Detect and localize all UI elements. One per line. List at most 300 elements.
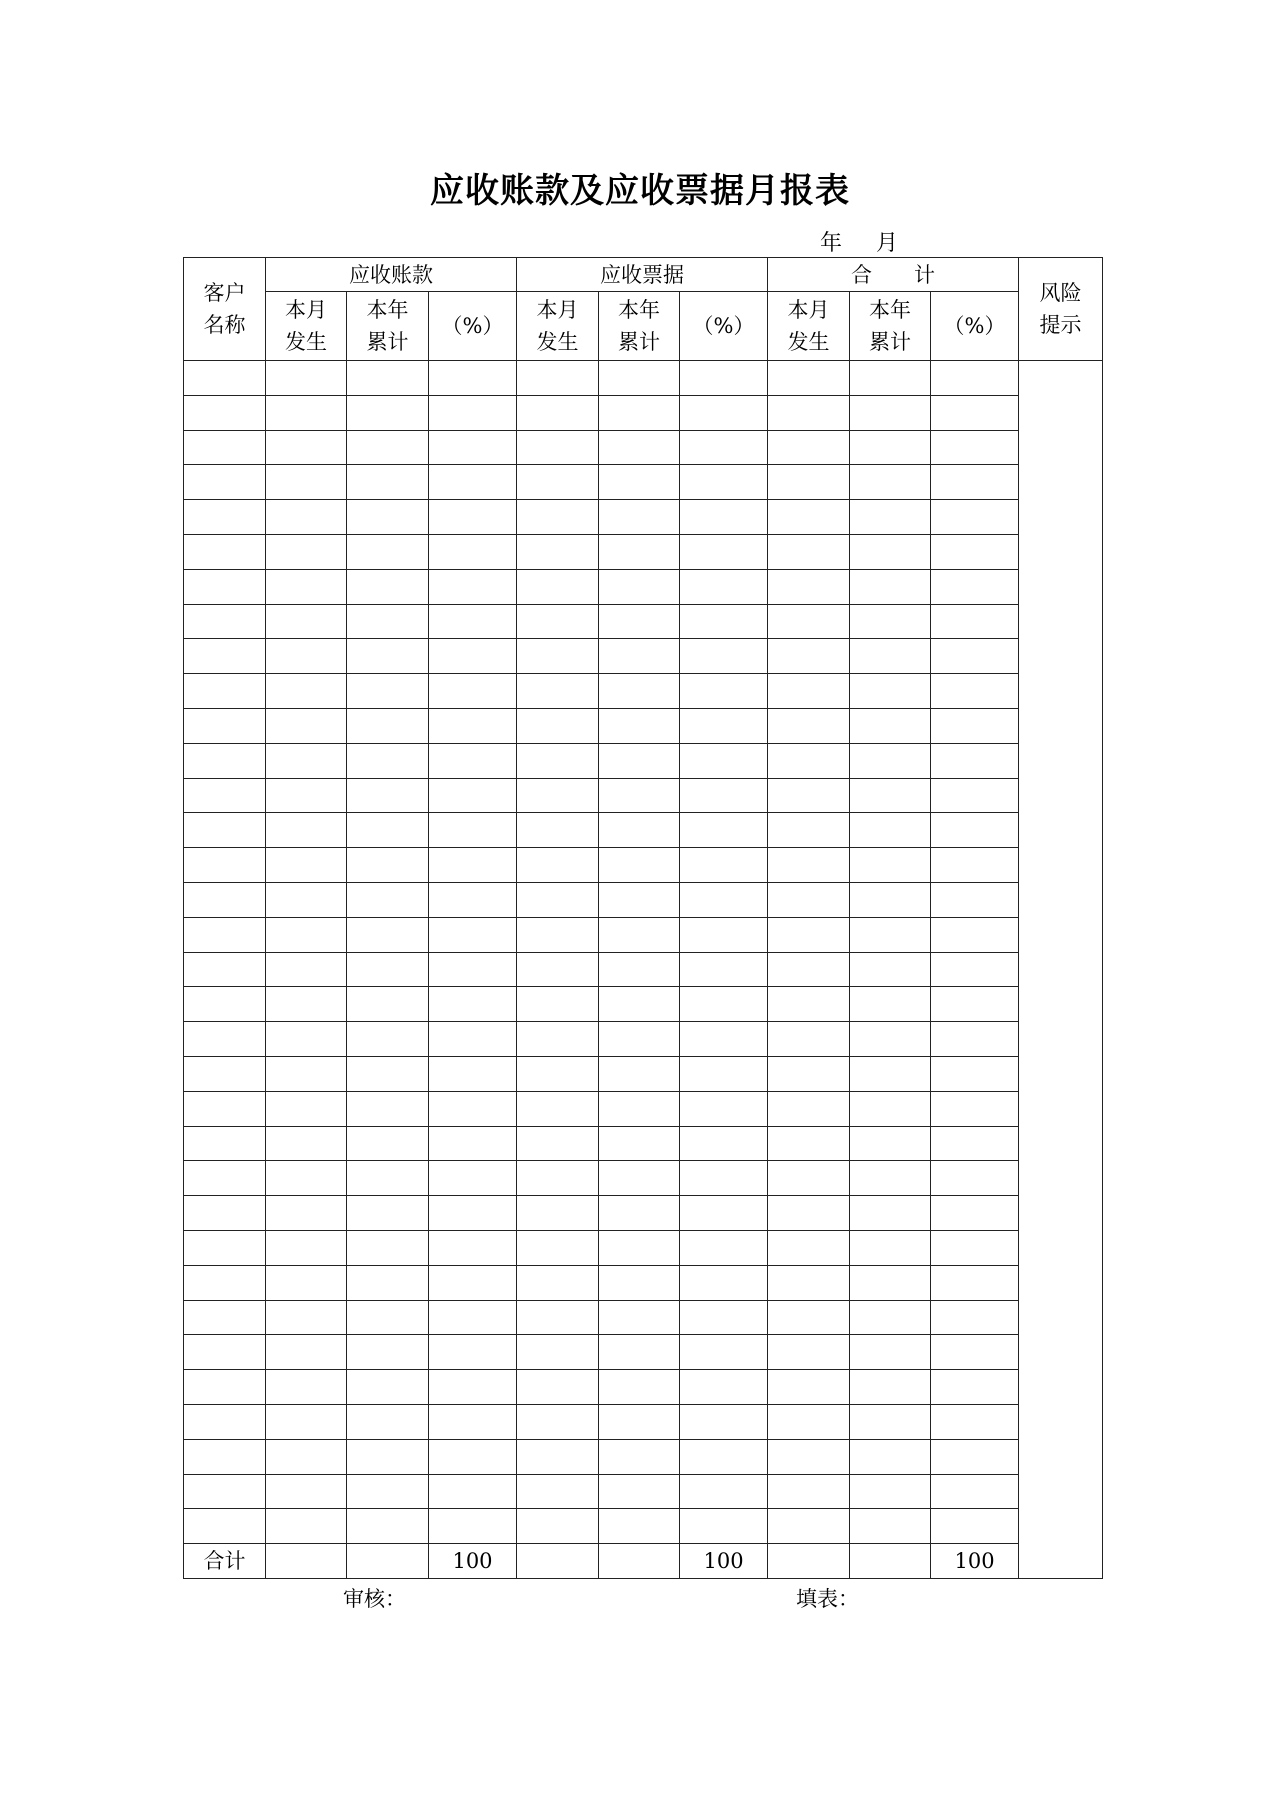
data-cell[interactable] (517, 952, 599, 987)
data-cell[interactable] (768, 1300, 850, 1335)
customer-cell[interactable] (184, 952, 266, 987)
data-cell[interactable] (266, 500, 347, 535)
data-cell[interactable] (599, 500, 680, 535)
data-cell[interactable] (680, 813, 768, 848)
customer-cell[interactable] (184, 1335, 266, 1370)
data-cell[interactable] (266, 1091, 347, 1126)
data-cell[interactable] (680, 848, 768, 883)
data-cell[interactable] (599, 1196, 680, 1231)
data-cell[interactable] (599, 1091, 680, 1126)
total-value-cell[interactable]: 100 (680, 1544, 768, 1579)
data-cell[interactable] (517, 1091, 599, 1126)
data-cell[interactable] (347, 848, 429, 883)
data-cell[interactable] (599, 674, 680, 709)
customer-cell[interactable] (184, 917, 266, 952)
data-cell[interactable] (266, 917, 347, 952)
data-cell[interactable] (429, 534, 517, 569)
data-cell[interactable] (517, 1509, 599, 1544)
data-cell[interactable] (931, 848, 1019, 883)
data-cell[interactable] (599, 395, 680, 430)
data-cell[interactable] (850, 1265, 931, 1300)
data-cell[interactable] (599, 430, 680, 465)
customer-cell[interactable] (184, 1439, 266, 1474)
data-cell[interactable] (347, 1509, 429, 1544)
data-cell[interactable] (517, 1300, 599, 1335)
data-cell[interactable] (599, 1474, 680, 1509)
data-cell[interactable] (680, 987, 768, 1022)
data-cell[interactable] (850, 604, 931, 639)
data-cell[interactable] (429, 1370, 517, 1405)
data-cell[interactable] (931, 1022, 1019, 1057)
data-cell[interactable] (850, 813, 931, 848)
data-cell[interactable] (347, 639, 429, 674)
data-cell[interactable] (429, 1474, 517, 1509)
data-cell[interactable] (517, 1022, 599, 1057)
data-cell[interactable] (931, 1230, 1019, 1265)
data-cell[interactable] (931, 1300, 1019, 1335)
data-cell[interactable] (429, 465, 517, 500)
data-cell[interactable] (850, 743, 931, 778)
data-cell[interactable] (599, 1370, 680, 1405)
data-cell[interactable] (266, 430, 347, 465)
total-value-cell[interactable] (266, 1544, 347, 1579)
data-cell[interactable] (429, 1091, 517, 1126)
data-cell[interactable] (850, 465, 931, 500)
data-cell[interactable] (768, 534, 850, 569)
data-cell[interactable] (599, 1335, 680, 1370)
data-cell[interactable] (347, 1370, 429, 1405)
data-cell[interactable] (517, 1474, 599, 1509)
data-cell[interactable] (599, 1022, 680, 1057)
data-cell[interactable] (680, 952, 768, 987)
data-cell[interactable] (347, 1265, 429, 1300)
data-cell[interactable] (347, 1474, 429, 1509)
data-cell[interactable] (347, 674, 429, 709)
customer-cell[interactable] (184, 1300, 266, 1335)
data-cell[interactable] (517, 639, 599, 674)
data-cell[interactable] (850, 569, 931, 604)
data-cell[interactable] (599, 1056, 680, 1091)
data-cell[interactable] (680, 639, 768, 674)
data-cell[interactable] (347, 430, 429, 465)
total-value-cell[interactable] (599, 1544, 680, 1579)
data-cell[interactable] (931, 1509, 1019, 1544)
data-cell[interactable] (517, 430, 599, 465)
data-cell[interactable] (266, 1370, 347, 1405)
customer-cell[interactable] (184, 1196, 266, 1231)
data-cell[interactable] (768, 430, 850, 465)
data-cell[interactable] (266, 534, 347, 569)
data-cell[interactable] (266, 1056, 347, 1091)
data-cell[interactable] (680, 778, 768, 813)
data-cell[interactable] (850, 674, 931, 709)
data-cell[interactable] (768, 743, 850, 778)
total-value-cell[interactable] (347, 1544, 429, 1579)
data-cell[interactable] (347, 1161, 429, 1196)
data-cell[interactable] (680, 569, 768, 604)
data-cell[interactable] (266, 1126, 347, 1161)
data-cell[interactable] (850, 1091, 931, 1126)
customer-cell[interactable] (184, 395, 266, 430)
data-cell[interactable] (850, 361, 931, 396)
data-cell[interactable] (429, 500, 517, 535)
data-cell[interactable] (599, 952, 680, 987)
data-cell[interactable] (931, 1161, 1019, 1196)
data-cell[interactable] (347, 569, 429, 604)
data-cell[interactable] (850, 1126, 931, 1161)
data-cell[interactable] (850, 500, 931, 535)
data-cell[interactable] (931, 361, 1019, 396)
data-cell[interactable] (266, 674, 347, 709)
data-cell[interactable] (429, 1404, 517, 1439)
data-cell[interactable] (599, 778, 680, 813)
data-cell[interactable] (768, 604, 850, 639)
data-cell[interactable] (768, 395, 850, 430)
customer-cell[interactable] (184, 813, 266, 848)
customer-cell[interactable] (184, 1056, 266, 1091)
data-cell[interactable] (768, 952, 850, 987)
data-cell[interactable] (517, 1404, 599, 1439)
data-cell[interactable] (599, 1300, 680, 1335)
data-cell[interactable] (347, 1230, 429, 1265)
data-cell[interactable] (347, 1335, 429, 1370)
customer-cell[interactable] (184, 1126, 266, 1161)
data-cell[interactable] (680, 743, 768, 778)
data-cell[interactable] (429, 1161, 517, 1196)
data-cell[interactable] (517, 708, 599, 743)
data-cell[interactable] (850, 1370, 931, 1405)
data-cell[interactable] (850, 1196, 931, 1231)
data-cell[interactable] (429, 1196, 517, 1231)
data-cell[interactable] (680, 1300, 768, 1335)
customer-cell[interactable] (184, 1509, 266, 1544)
data-cell[interactable] (680, 500, 768, 535)
data-cell[interactable] (768, 1439, 850, 1474)
data-cell[interactable] (429, 1300, 517, 1335)
data-cell[interactable] (680, 604, 768, 639)
data-cell[interactable] (599, 882, 680, 917)
data-cell[interactable] (266, 1509, 347, 1544)
total-value-cell[interactable] (517, 1544, 599, 1579)
data-cell[interactable] (266, 1335, 347, 1370)
data-cell[interactable] (599, 639, 680, 674)
data-cell[interactable] (429, 1439, 517, 1474)
data-cell[interactable] (680, 534, 768, 569)
data-cell[interactable] (680, 1056, 768, 1091)
customer-cell[interactable] (184, 1474, 266, 1509)
data-cell[interactable] (266, 882, 347, 917)
data-cell[interactable] (347, 778, 429, 813)
data-cell[interactable] (429, 848, 517, 883)
data-cell[interactable] (429, 813, 517, 848)
data-cell[interactable] (768, 361, 850, 396)
customer-cell[interactable] (184, 1022, 266, 1057)
data-cell[interactable] (768, 917, 850, 952)
data-cell[interactable] (768, 1091, 850, 1126)
data-cell[interactable] (931, 1265, 1019, 1300)
data-cell[interactable] (517, 1161, 599, 1196)
data-cell[interactable] (768, 1509, 850, 1544)
data-cell[interactable] (768, 1056, 850, 1091)
data-cell[interactable] (931, 1439, 1019, 1474)
data-cell[interactable] (599, 1265, 680, 1300)
data-cell[interactable] (850, 430, 931, 465)
data-cell[interactable] (347, 534, 429, 569)
data-cell[interactable] (768, 848, 850, 883)
customer-cell[interactable] (184, 1404, 266, 1439)
data-cell[interactable] (517, 1335, 599, 1370)
data-cell[interactable] (599, 465, 680, 500)
data-cell[interactable] (347, 500, 429, 535)
data-cell[interactable] (599, 1404, 680, 1439)
data-cell[interactable] (850, 882, 931, 917)
data-cell[interactable] (599, 813, 680, 848)
risk-column-cell[interactable] (1019, 361, 1103, 1579)
data-cell[interactable] (768, 882, 850, 917)
data-cell[interactable] (931, 674, 1019, 709)
customer-cell[interactable] (184, 430, 266, 465)
data-cell[interactable] (931, 1126, 1019, 1161)
total-value-cell[interactable]: 100 (429, 1544, 517, 1579)
data-cell[interactable] (429, 1509, 517, 1544)
data-cell[interactable] (850, 848, 931, 883)
data-cell[interactable] (850, 1230, 931, 1265)
data-cell[interactable] (768, 1265, 850, 1300)
data-cell[interactable] (347, 708, 429, 743)
data-cell[interactable] (266, 778, 347, 813)
data-cell[interactable] (517, 848, 599, 883)
data-cell[interactable] (850, 778, 931, 813)
data-cell[interactable] (517, 1196, 599, 1231)
data-cell[interactable] (680, 1474, 768, 1509)
data-cell[interactable] (850, 395, 931, 430)
data-cell[interactable] (850, 987, 931, 1022)
data-cell[interactable] (347, 465, 429, 500)
customer-cell[interactable] (184, 1370, 266, 1405)
data-cell[interactable] (931, 952, 1019, 987)
data-cell[interactable] (429, 1265, 517, 1300)
customer-cell[interactable] (184, 743, 266, 778)
data-cell[interactable] (599, 1509, 680, 1544)
data-cell[interactable] (680, 1439, 768, 1474)
data-cell[interactable] (931, 1056, 1019, 1091)
data-cell[interactable] (931, 500, 1019, 535)
data-cell[interactable] (347, 1126, 429, 1161)
data-cell[interactable] (931, 1196, 1019, 1231)
data-cell[interactable] (429, 674, 517, 709)
data-cell[interactable] (680, 395, 768, 430)
data-cell[interactable] (266, 361, 347, 396)
customer-cell[interactable] (184, 465, 266, 500)
data-cell[interactable] (850, 1474, 931, 1509)
data-cell[interactable] (266, 1022, 347, 1057)
data-cell[interactable] (429, 882, 517, 917)
customer-cell[interactable] (184, 639, 266, 674)
customer-cell[interactable] (184, 569, 266, 604)
data-cell[interactable] (931, 465, 1019, 500)
data-cell[interactable] (266, 1404, 347, 1439)
data-cell[interactable] (517, 465, 599, 500)
data-cell[interactable] (429, 917, 517, 952)
data-cell[interactable] (517, 569, 599, 604)
customer-cell[interactable] (184, 1161, 266, 1196)
data-cell[interactable] (347, 1300, 429, 1335)
data-cell[interactable] (931, 987, 1019, 1022)
data-cell[interactable] (429, 1335, 517, 1370)
data-cell[interactable] (680, 1022, 768, 1057)
data-cell[interactable] (680, 1404, 768, 1439)
data-cell[interactable] (680, 1335, 768, 1370)
data-cell[interactable] (680, 674, 768, 709)
data-cell[interactable] (347, 1404, 429, 1439)
data-cell[interactable] (347, 917, 429, 952)
data-cell[interactable] (850, 534, 931, 569)
data-cell[interactable] (599, 708, 680, 743)
customer-cell[interactable] (184, 534, 266, 569)
data-cell[interactable] (266, 952, 347, 987)
data-cell[interactable] (931, 1404, 1019, 1439)
total-value-cell[interactable] (768, 1544, 850, 1579)
data-cell[interactable] (599, 1439, 680, 1474)
data-cell[interactable] (347, 1196, 429, 1231)
data-cell[interactable] (599, 534, 680, 569)
data-cell[interactable] (266, 1474, 347, 1509)
data-cell[interactable] (266, 569, 347, 604)
data-cell[interactable] (768, 987, 850, 1022)
data-cell[interactable] (347, 1056, 429, 1091)
data-cell[interactable] (768, 1161, 850, 1196)
data-cell[interactable] (931, 569, 1019, 604)
data-cell[interactable] (266, 604, 347, 639)
data-cell[interactable] (768, 1022, 850, 1057)
data-cell[interactable] (768, 674, 850, 709)
data-cell[interactable] (429, 1126, 517, 1161)
data-cell[interactable] (931, 1335, 1019, 1370)
data-cell[interactable] (347, 395, 429, 430)
data-cell[interactable] (680, 465, 768, 500)
data-cell[interactable] (680, 1126, 768, 1161)
data-cell[interactable] (680, 708, 768, 743)
data-cell[interactable] (266, 1300, 347, 1335)
data-cell[interactable] (599, 1230, 680, 1265)
data-cell[interactable] (517, 361, 599, 396)
data-cell[interactable] (768, 708, 850, 743)
data-cell[interactable] (347, 952, 429, 987)
data-cell[interactable] (347, 882, 429, 917)
data-cell[interactable] (768, 1196, 850, 1231)
data-cell[interactable] (680, 882, 768, 917)
data-cell[interactable] (931, 882, 1019, 917)
data-cell[interactable] (347, 361, 429, 396)
data-cell[interactable] (850, 1300, 931, 1335)
data-cell[interactable] (266, 1439, 347, 1474)
data-cell[interactable] (850, 1509, 931, 1544)
customer-cell[interactable] (184, 674, 266, 709)
data-cell[interactable] (768, 1404, 850, 1439)
data-cell[interactable] (429, 743, 517, 778)
data-cell[interactable] (517, 1056, 599, 1091)
data-cell[interactable] (266, 1230, 347, 1265)
data-cell[interactable] (680, 1230, 768, 1265)
data-cell[interactable] (599, 604, 680, 639)
data-cell[interactable] (768, 778, 850, 813)
data-cell[interactable] (931, 813, 1019, 848)
data-cell[interactable] (931, 1370, 1019, 1405)
data-cell[interactable] (768, 639, 850, 674)
data-cell[interactable] (429, 1056, 517, 1091)
customer-cell[interactable] (184, 604, 266, 639)
data-cell[interactable] (931, 604, 1019, 639)
data-cell[interactable] (429, 430, 517, 465)
data-cell[interactable] (768, 465, 850, 500)
data-cell[interactable] (599, 743, 680, 778)
customer-cell[interactable] (184, 1091, 266, 1126)
data-cell[interactable] (931, 743, 1019, 778)
data-cell[interactable] (517, 1439, 599, 1474)
data-cell[interactable] (599, 848, 680, 883)
data-cell[interactable] (680, 1161, 768, 1196)
data-cell[interactable] (517, 500, 599, 535)
data-cell[interactable] (850, 1022, 931, 1057)
customer-cell[interactable] (184, 1230, 266, 1265)
customer-cell[interactable] (184, 848, 266, 883)
data-cell[interactable] (266, 743, 347, 778)
data-cell[interactable] (680, 1196, 768, 1231)
data-cell[interactable] (850, 708, 931, 743)
data-cell[interactable] (429, 361, 517, 396)
data-cell[interactable] (517, 987, 599, 1022)
data-cell[interactable] (599, 361, 680, 396)
data-cell[interactable] (680, 1265, 768, 1300)
data-cell[interactable] (931, 1091, 1019, 1126)
total-value-cell[interactable]: 100 (931, 1544, 1019, 1579)
data-cell[interactable] (429, 1230, 517, 1265)
data-cell[interactable] (266, 395, 347, 430)
data-cell[interactable] (931, 708, 1019, 743)
data-cell[interactable] (429, 1022, 517, 1057)
data-cell[interactable] (768, 1474, 850, 1509)
data-cell[interactable] (517, 813, 599, 848)
data-cell[interactable] (931, 430, 1019, 465)
data-cell[interactable] (931, 778, 1019, 813)
data-cell[interactable] (850, 917, 931, 952)
data-cell[interactable] (266, 708, 347, 743)
data-cell[interactable] (429, 778, 517, 813)
data-cell[interactable] (347, 1022, 429, 1057)
data-cell[interactable] (266, 987, 347, 1022)
data-cell[interactable] (850, 1161, 931, 1196)
data-cell[interactable] (347, 604, 429, 639)
data-cell[interactable] (850, 952, 931, 987)
data-cell[interactable] (347, 987, 429, 1022)
data-cell[interactable] (517, 917, 599, 952)
data-cell[interactable] (429, 604, 517, 639)
data-cell[interactable] (347, 743, 429, 778)
data-cell[interactable] (599, 1161, 680, 1196)
data-cell[interactable] (599, 1126, 680, 1161)
data-cell[interactable] (768, 1230, 850, 1265)
customer-cell[interactable] (184, 882, 266, 917)
data-cell[interactable] (429, 952, 517, 987)
data-cell[interactable] (517, 1230, 599, 1265)
data-cell[interactable] (517, 1126, 599, 1161)
customer-cell[interactable] (184, 778, 266, 813)
customer-cell[interactable] (184, 987, 266, 1022)
data-cell[interactable] (266, 639, 347, 674)
data-cell[interactable] (599, 987, 680, 1022)
data-cell[interactable] (429, 708, 517, 743)
data-cell[interactable] (517, 395, 599, 430)
